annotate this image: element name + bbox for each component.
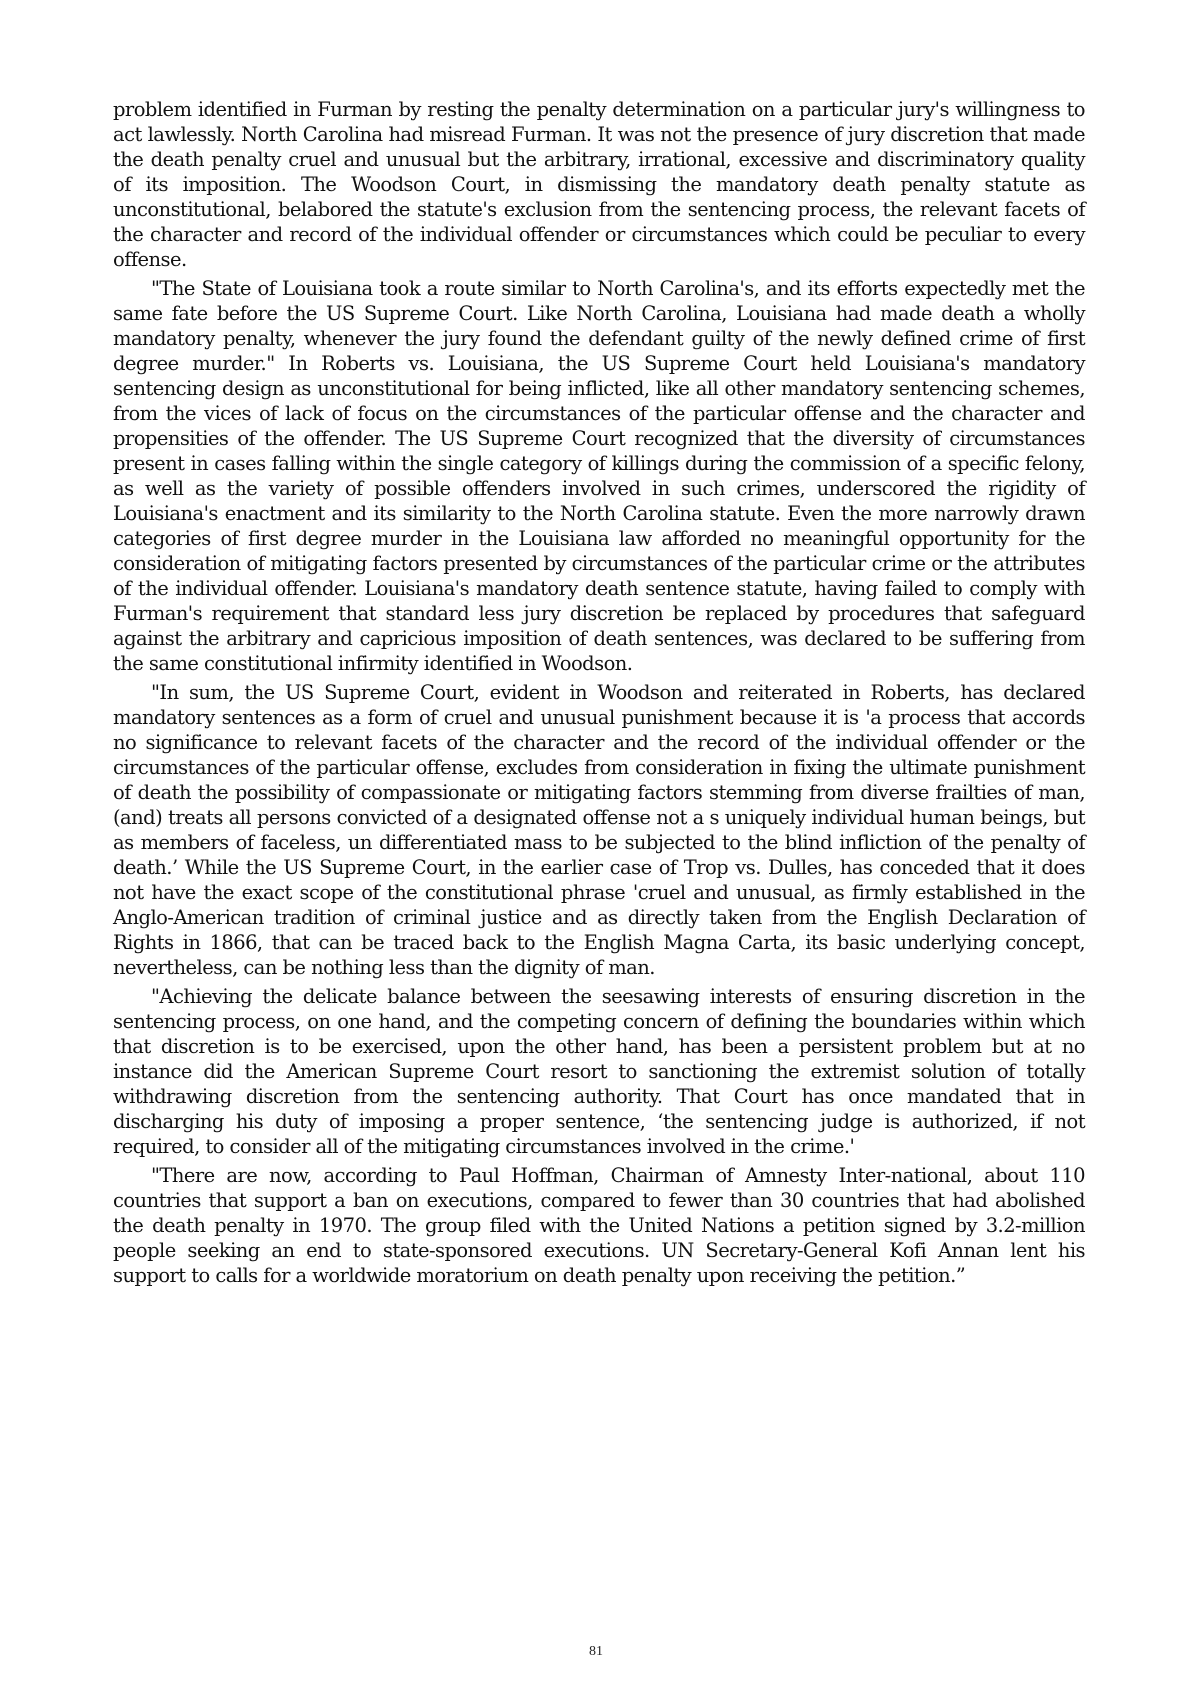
- paragraph-2: "The State of Louisiana took a route similar to North Carolina's, and its efforts expectedly met the same fate before the US Supreme Court. Like North Carolina, Louisiana had made death a wholly mandatory penalty, whenever the jury found the defendant guilty of the newly defined crime of first degree murder." In Roberts vs. Louisiana, the US Supreme Court held Louisiana's mandatory sentencing design as unconstitutional for being inflicted, like all other mandatory sentencing schemes, from the vices of lack of focus on the circumstances of the particular offense and the character and propensities of the offender. The US Supreme Court recognized that the diversity of circumstances present in cases falling within the single category of killings during the commission of a specific felony, as well as the variety of possible offenders involved in such crimes, underscored the rigidity of Louisiana's enactment and its similarity to the North Carolina statute. Even the more narrowly drawn categories of first degree murder in the Louisiana law afforded no meaningful opportunity for the consideration of mitigating factors presented by circumstances of the particular crime or the attributes of the individual offender. Louisiana's mandatory death sentence statute, having failed to comply with Furman's requirement that standard less jury discretion be replaced by procedures that safeguard against the arbitrary and capricious imposition of death sentences, was declared to be suffering from the same constitutional infirmity identified in Woodson.: [113, 277, 1085, 675]
- paragraph-1: problem identified in Furman by resting the penalty determination on a particular jury's willingness to act lawlessly. North Carolina had misread Furman. It was not the presence of jury discretion that made the death penalty cruel and unusual but the arbitrary, irrational, excessive and discriminatory quality of its imposition. The Woodson Court, in dismissing the mandatory death penalty statute as unconstitutional, belabored the statute's exclusion from the sentencing process, the relevant facets of the character and record of the individual offender or circumstances which could be peculiar to every offense.: [113, 98, 1085, 271]
- paragraph-3: "In sum, the US Supreme Court, evident in Woodson and reiterated in Roberts, has declared mandatory sentences as a form of cruel and unusual punishment because it is 'a process that accords no significance to relevant facets of the character and the record of the individual offender or the circumstances of the particular offense, excludes from consideration in fixing the ultimate punishment of death the possibility of compassionate or mitigating factors stemming from diverse frailties of man, (and) treats all persons convicted of a designated offense not a s uniquely individual human beings, but as members of faceless, un differentiated mass to be subjected to the blind infliction of the penalty of death.’ While the US Supreme Court, in the earlier case of Trop vs. Dulles, has conceded that it does not have the exact scope of the constitutional phrase 'cruel and unusual, as firmly established in the Anglo-American tradition of criminal justice and as directly taken from the English Declaration of Rights in 1866, that can be traced back to the English Magna Carta, its basic underlying concept, nevertheless, can be nothing less than the dignity of man.: [113, 681, 1085, 979]
- page-number: 81: [589, 1644, 603, 1659]
- paragraph-5: "There are now, according to Paul Hoffman, Chairman of Amnesty Inter-national, about 110 countries that support a ban on executions, compared to fewer than 30 countries that had abolished the death penalty in 1970. The group filed with the United Nations a petition signed by 3.2-million people seeking an end to state-sponsored executions. UN Secretary-General Kofi Annan lent his support to calls for a worldwide moratorium on death penalty upon receiving the petition.”: [113, 1164, 1085, 1287]
- document-body: [113, 97, 1085, 1292]
- paragraph-4: "Achieving the delicate balance between the seesawing interests of ensuring discretion in the sentencing process, on one hand, and the competing concern of defining the boundaries within which that discretion is to be exercised, upon the other hand, has been a persistent problem but at no instance did the American Supreme Court resort to sanctioning the extremist solution of totally withdrawing discretion from the sentencing authority. That Court has once mandated that in discharging his duty of imposing a proper sentence, ‘the sentencing judge is authorized, if not required, to consider all of the mitigating circumstances involved in the crime.': [113, 985, 1085, 1158]
